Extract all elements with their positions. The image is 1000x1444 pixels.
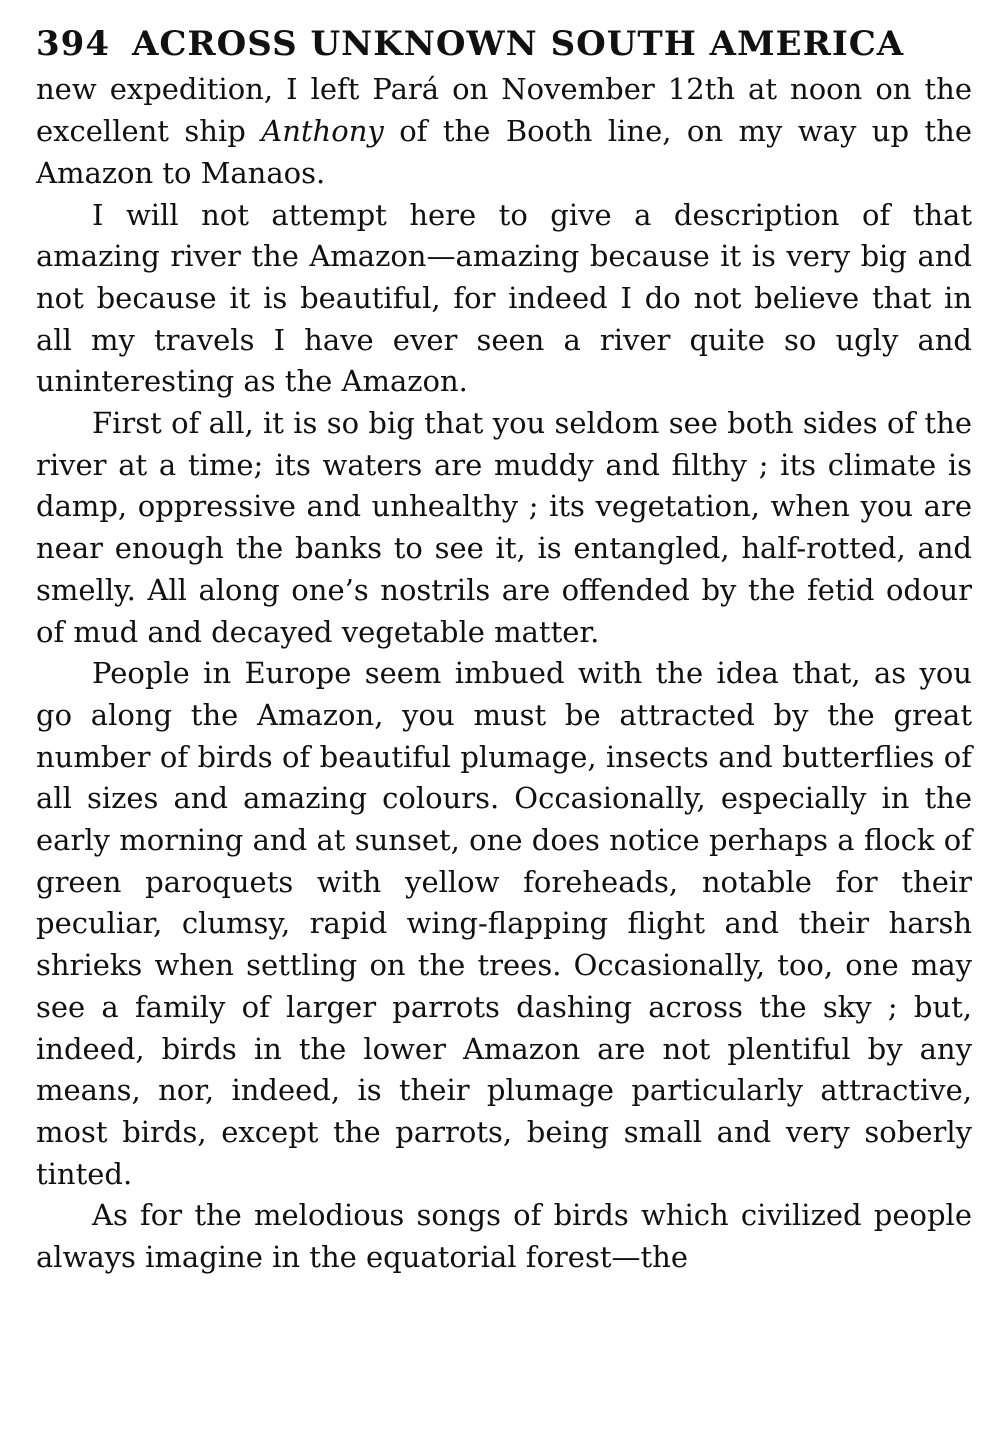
paragraph-4: People in Europe seem imbued with the idea that, as you go along the Amazon, you must be attracted by the great number of birds of beautiful plumage, insects and butterflies of all sizes and amazing colours. Occasionally, especially in the early morning and at sunset, one does notice perhaps a flock of green paroquets with yellow foreheads, notable for their peculiar, clumsy, rapid wing-flapping flight and their harsh shrieks when settling on the trees. Occasionally, too, one may see a family of larger parrots dashing across the sky ; but, indeed, birds in the lower Amazon are not plentiful by any means, nor, indeed, is their plumage particularly attractive, most birds, except the parrots, being small and very soberly tinted. [36,656,972,1191]
paragraph-1-after: of the Booth line, on my way up the Amazon to Manaos. [36,114,972,190]
paragraph-5: As for the melodious songs of birds which civilized people always imagine in the equatorial forest—the [36,1198,972,1275]
running-title: ACROSS UNKNOWN SOUTH AMERICA [131,24,905,64]
book-page [36,26,972,1279]
page-number: 394 [36,24,110,64]
paragraph-3: First of all, it is so big that you seldom see both sides of the river at a time; its waters are muddy and filthy ; its climate is damp, oppressive and unhealthy ; its vegetation, when you are near enough the banks to see it, is entangled, half-rotted, and smelly. All along one’s nostrils are offended by the fetid odour of mud and decayed vegetable matter. [36,406,972,649]
paragraph-2: I will not attempt here to give a description of that amazing river the Amazon—amazing because it is very big and not because it is beautiful, for indeed I do not believe that in all my travels I have ever seen a river quite so ugly and uninteresting as the Amazon. [36,197,972,399]
running-head [36,26,972,63]
body-text [36,69,972,1278]
ship-name: Anthony [261,114,384,149]
paragraph-1 [36,69,972,194]
paragraph-1-before: new expedition, I left Pará on November 12th at noon on the excellent ship [36,72,972,149]
